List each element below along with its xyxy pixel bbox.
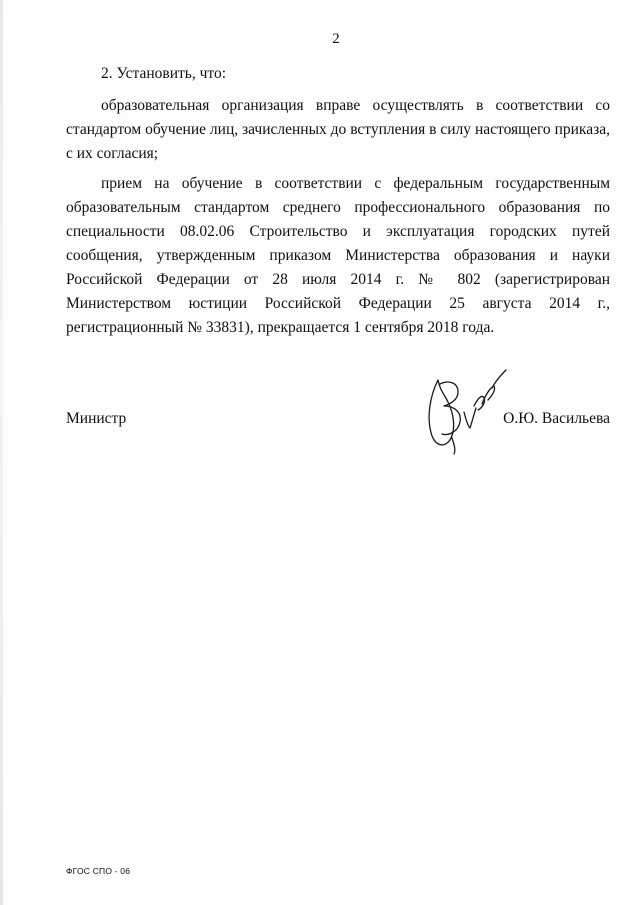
document-body	[66, 62, 610, 346]
signer-name: О.Ю. Васильева	[503, 410, 610, 427]
page-number: 2	[332, 31, 340, 47]
paragraph-item-2: 2. Установить, что:	[101, 65, 227, 82]
signature-block	[66, 408, 610, 448]
signer-title: Министр	[66, 410, 127, 427]
scan-edge	[0, 0, 3, 905]
handwritten-signature	[424, 366, 524, 456]
paragraph-education-organization: образовательная организация вправе осуществлять в соответствии со стандартом обучение лиц, зачисленных до вступления в силу настоящего приказа, с их согласия;	[66, 97, 610, 162]
footer-document-code: ФГОС СПО - 06	[66, 866, 131, 876]
paragraph-admission-termination: прием на обучение в соответствии с федеральным государственным образовательным стандартом среднего профессионального образования по специальности 08.02.06 Строительство и эксплуатация городских путей сообщения, утвержденным приказом Министерства образования и науки Российской Федерации от 28 июля 2014 г. № 802 (зарегистрирован Министерством юстиции Российской Федерации 25 августа 2014 г., регистрационный № 33831), прекращается 1 сентября 2018 года.	[66, 175, 610, 336]
